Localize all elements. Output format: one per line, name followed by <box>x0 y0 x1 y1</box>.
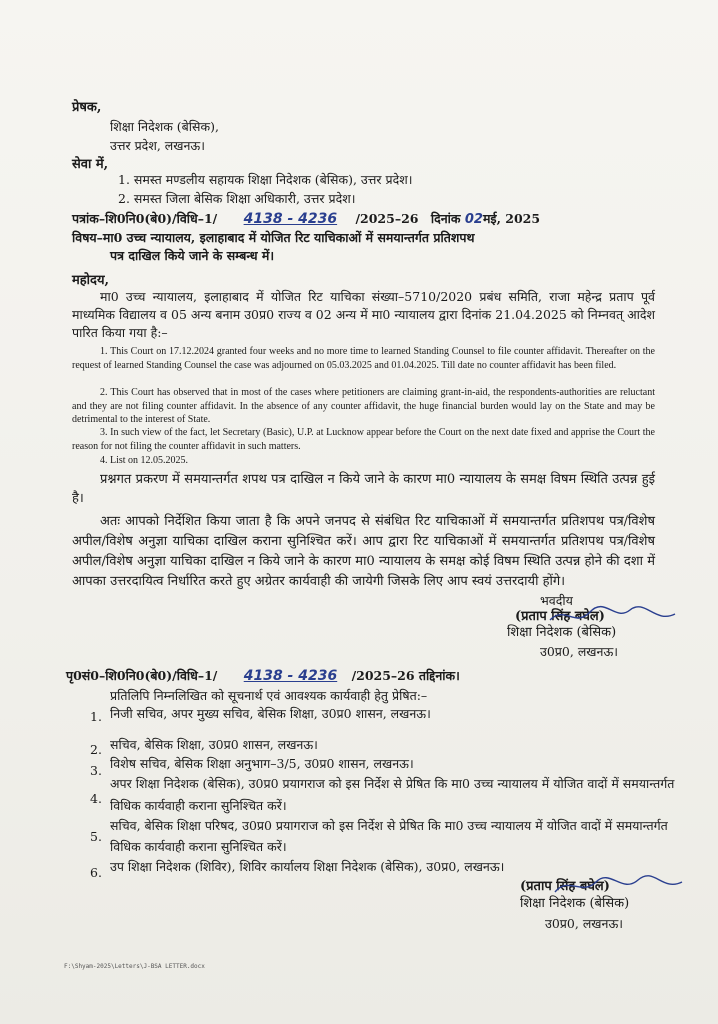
recipients-label: सेवा में, <box>72 157 109 172</box>
copy-reference-suffix: /2025–26 तद्दिनांक। <box>351 668 460 683</box>
recipient-item: 1. समस्त मण्डलीय सहायक शिक्षा निदेशक (बेसिक), उत्तर प्रदेश। <box>118 172 413 187</box>
closing-word: भवदीय <box>540 593 573 608</box>
copy-item-number: 4. <box>90 791 102 806</box>
copy-intro: प्रतिलिपि निम्नलिखित को सूचनार्थ एवं आवश्यक कार्यवाही हेतु प्रेषित:– <box>110 688 428 703</box>
copy-item-number: 1. <box>90 709 102 724</box>
copy-item-number: 5. <box>90 829 102 844</box>
reference-prefix: पत्रांक–शि0नि0(बे0)/विधि–1/ <box>72 211 218 226</box>
signatory-name: (प्रताप सिंह बघेल) <box>520 879 610 894</box>
copy-item-number: 2. <box>90 742 102 757</box>
signatory-title: शिक्षा निदेशक (बेसिक) <box>507 625 617 640</box>
court-order-point: 2. This Court has observed that in most of the cases where petitioners are claiming grant-in-aid, the respondents-authorities are reluctant and they are not filing counter affidavit. In the absence of any counter affidavit, the huge financial burden would lay on the State and may be detrimental to the interest of State. <box>72 387 655 425</box>
copy-item: विशेष सचिव, बेसिक शिक्षा अनुभाग–3/5, उ0प्र0 शासन, लखनऊ। <box>110 756 414 771</box>
subject-line-1: विषय–मा0 उच्च न्यायालय, इलाहाबाद में योजित रिट याचिकाओं में समयान्तर्गत प्रतिशपथ <box>72 230 475 245</box>
body-paragraph-1: प्रश्नगत प्रकरण में समयान्तर्गत शपथ पत्र दाखिल न किये जाने के कारण मा0 न्यायालय के समक्ष विषम स्थिति उत्पन्न हुई है। <box>72 472 655 506</box>
copy-item: सचिव, बेसिक शिक्षा, उ0प्र0 शासन, लखनऊ। <box>110 737 318 752</box>
court-order-point: 1. This Court on 17.12.2024 granted four weeks and no more time to learned Standing Counsel to file counter affidavit. Thereafter on the request of learned Standing Counsel the case was adjourned on 05.03.2025 and 01.04.2025. Till date no counter affidavit has been filed. <box>72 346 655 371</box>
body-paragraph-2: अतः आपको निर्देशित किया जाता है कि अपने जनपद से संबंधित रिट याचिकाओं में समयान्तर्गत प्रतिशपथ पत्र/विशेष अपील/विशेष अनुज्ञा याचिका दाखिल कराना सुनिश्चित करें। आप द्वारा रिट याचिकाओं में समयान्तर्गत प्रतिशपथ पत्र/विशेष अपील/विशेष अनुज्ञा याचिका दाखिल न किये जाने के कारण मा0 न्यायालय के समक्ष कोई विषम स्थिति उत्पन्न होने की दशा में आपका उत्तरदायित्व निर्धारित करते हुए अग्रेतर कार्यवाही की जायेगी जिसके लिए आप स्वयं उत्तरदायी होंगे। <box>72 514 655 589</box>
signatory-name: (प्रताप सिंह बघेल) <box>515 609 605 624</box>
copy-reference-line <box>66 667 460 684</box>
salutation: महोदय, <box>72 273 110 288</box>
copy-handwritten-number: 4138 - 4236 <box>243 668 338 684</box>
handwritten-date: 02 <box>464 212 483 227</box>
copy-item: सचिव, बेसिक शिक्षा परिषद, उ0प्र0 प्रयागराज को इस निर्देश से प्रेषित कि मा0 उच्च न्यायालय में योजित वादों में समयान्तर्गत विधिक कार्यवाही कराना सुनिश्चित करें। <box>110 818 668 854</box>
copy-item: अपर शिक्षा निदेशक (बेसिक), उ0प्र0 प्रयागराज को इस निर्देश से प्रेषित कि मा0 उच्च न्यायालय में योजित वादों में समयान्तर्गत विधिक कार्यवाही कराना सुनिश्चित करें। <box>110 776 675 813</box>
signatory-place: उ0प्र0, लखनऊ। <box>545 916 624 931</box>
copy-item: निजी सचिव, अपर मुख्य सचिव, बेसिक शिक्षा, उ0प्र0 शासन, लखनऊ। <box>110 706 431 721</box>
signatory-place: उ0प्र0, लखनऊ। <box>540 644 619 659</box>
court-order-point: 4. List on 12.05.2025. <box>100 455 189 466</box>
reference-line <box>72 210 540 227</box>
handwritten-reference-number: 4138 - 4236 <box>243 211 338 227</box>
copy-reference-prefix: पृ0सं0–शि0नि0(बे0)/विधि–1/ <box>66 668 218 683</box>
court-order-point: 3. In such view of the fact, let Secretary (Basic), U.P. at Lucknow appear before the Court on the next date fixed and apprise the Court the reason for not filing the counter affidavit in such matters. <box>72 427 655 452</box>
copy-item: उप शिक्षा निदेशक (शिविर), शिविर कार्यालय शिक्षा निदेशक (बेसिक), उ0प्र0, लखनऊ। <box>110 859 505 874</box>
recipient-item: 2. समस्त जिला बेसिक शिक्षा अधिकारी, उत्तर प्रदेश। <box>118 191 356 206</box>
signatory-title: शिक्षा निदेशक (बेसिक) <box>520 896 630 911</box>
reference-year: /2025–26 <box>355 211 419 226</box>
reference-date-label: दिनांक <box>430 211 461 226</box>
subject-line-2: पत्र दाखिल किये जाने के सम्बन्ध में। <box>110 248 275 263</box>
intro-paragraph: मा0 उच्च न्यायालय, इलाहाबाद में योजित रिट याचिका संख्या–5710/2020 प्रबंध समिति, राजा महेन्द्र प्रताप पूर्व माध्यमिक विद्यालय व 05 अन्य बनाम उ0प्र0 राज्य व 02 अन्य में मा0 न्यायालय द्वारा दिनांक 21.04.2025 को निम्नवत् आदेश पारित किया गया है:– <box>72 289 655 340</box>
sender-name: शिक्षा निदेशक (बेसिक), <box>110 119 219 134</box>
sender-place: उत्तर प्रदेश, लखनऊ। <box>110 138 205 153</box>
copy-item-number: 6. <box>90 865 102 880</box>
sender-label: प्रेषक, <box>72 100 102 115</box>
footer-file-path: F:\Shyam-2025\Letters\J-BSA LETTER.docx <box>64 963 205 970</box>
copy-item-number: 3. <box>90 763 102 778</box>
reference-date: मई, 2025 <box>482 211 541 226</box>
